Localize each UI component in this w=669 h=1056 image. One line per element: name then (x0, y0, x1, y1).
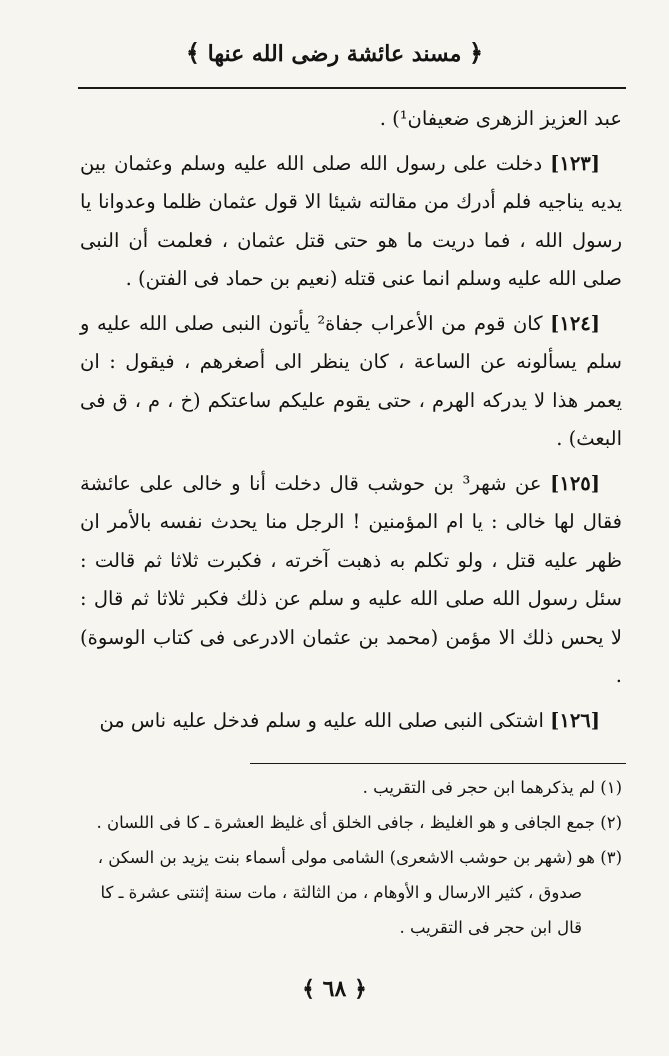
footnote-text: لم يذكرهما ابن حجر فى التقريب . (362, 778, 595, 797)
footnote-text: هو (شهر بن حوشب الاشعرى) الشامى مولى أسماء بنت يزيد بن السكن ، (97, 848, 595, 867)
paragraph-text: عن شهر³ بن حوشب قال دخلت أنا و خالى على عائشة فقال لها خالى : يا ام المؤمنين ! الرجل منا يحدث نفسه بالأمر ان ظهر عليه قتل ، ولو تكلم به ذهبت آخرته ، فكبرت ثلاثا ثم قالت : سئل رسول الله صلى الله عليه و سلم عن ذلك فكبر ثلاثا ثم قال : لا يحس ذلك الا مؤمن (محمد بن عثمان الادرعى فى كتاب الوسوة) . (80, 471, 622, 687)
footnote-3-continuation: قال ابن حجر فى التقريب . (399, 918, 582, 937)
hadith-number: [١٢٥] (550, 471, 600, 495)
header-open-brace: ﴿ (469, 38, 484, 67)
footnote-label: (٢) (600, 813, 622, 832)
footnote-label: (١) (600, 778, 622, 797)
header-title: مسند عائشة رضى الله عنها (207, 41, 462, 67)
hadith-number: [١٢٦] (550, 708, 600, 732)
folio-number: ٦٨ (322, 976, 347, 1002)
header-rule (78, 87, 626, 89)
page-number (0, 976, 669, 1002)
footnote-2 (80, 805, 622, 840)
footnote-label: (٣) (600, 848, 622, 867)
paragraph-text: اشتكى النبى صلى الله عليه و سلم فدخل عليه ناس من (99, 708, 544, 732)
footnote-3-continuation: صدوق ، كثير الارسال و الأوهام ، من الثالثة ، مات سنة إثنتى عشرة ـ كا (100, 883, 582, 902)
hadith-125 (80, 465, 622, 696)
header-close-brace: ﴾ (185, 38, 200, 67)
footnotes (80, 770, 622, 945)
hadith-123 (80, 145, 622, 299)
paragraph-text: كان قوم من الأعراب جفاة² يأتون النبى صلى الله عليه و سلم يسألونه عن الساعة ، كان ينظر الى أصغرهم ، فيقول : ان يعمر هذا لا يدركه الهرم ، حتى يقوم عليكم ساعتكم (خ ، م ، ق فى البعث) . (80, 311, 622, 450)
hadith-124 (80, 305, 622, 459)
paragraph-text: دخلت على رسول الله صلى الله عليه وسلم وعثمان بين يديه يناجيه فلم أدرك من مقالته شيئا الا قول عثمان ظلما وعدوانا يا رسول الله ، فما دريت ما هو حتى قتل عثمان ، فعلمت أن النبى صلى الله عليه وسلم انما عنى قتله (نعيم بن حماد فى الفتن) . (80, 151, 622, 290)
hadith-126 (80, 702, 622, 741)
paragraph-continuation (80, 100, 622, 139)
running-header (0, 38, 669, 67)
paragraph-text: عبد العزيز الزهرى ضعيفان¹) . (379, 107, 622, 130)
folio-close-brace: ﴾ (302, 976, 315, 1002)
folio-open-brace: ﴿ (353, 976, 367, 1002)
hadith-number: [١٢٤] (550, 311, 600, 335)
main-text (80, 100, 622, 746)
footnote-3 (80, 840, 622, 875)
hadith-number: [١٢٣] (550, 151, 600, 175)
footnote-text: جمع الجافى و هو الغليظ ، جافى الخلق أى غليظ العشرة ـ كا فى اللسان . (96, 813, 595, 832)
footnote-rule (250, 763, 626, 764)
footnote-1 (80, 770, 622, 805)
